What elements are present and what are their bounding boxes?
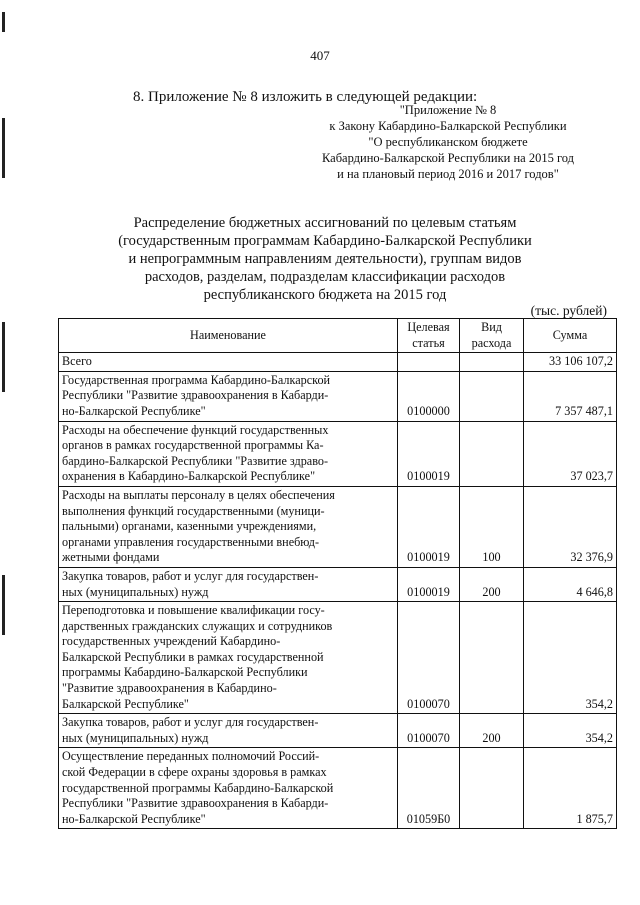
table-row — [59, 421, 617, 486]
row-code: 01059Б0 — [398, 748, 460, 829]
row-name: Государственная программа Кабардино-Балкарской Республики "Развитие здравоохранения в Кабарди- но-Балкарской Республике" — [59, 371, 398, 421]
title-line: республиканского бюджета на 2015 год — [203, 287, 447, 303]
scan-edge-mark — [2, 575, 5, 635]
row-sum: 33 106 107,2 — [524, 353, 617, 372]
row-code: 0100000 — [398, 371, 460, 421]
row-name: Расходы на выплаты персоналу в целях обеспечения выполнения функций государственными (муници- пальными) органами, казенными учреждениями, органами управления государственными внебюд- жетными фондами — [59, 486, 398, 567]
row-sum: 32 376,9 — [524, 486, 617, 567]
row-name: Закупка товаров, работ и услуг для государствен- ных (муниципальных) нужд — [59, 714, 398, 748]
title-line: расходов, разделам, подразделам классификации расходов — [144, 269, 506, 285]
table-row — [59, 748, 617, 829]
appendix-line: "О республиканском бюджете — [368, 135, 528, 149]
appendix-line: к Закону Кабардино-Балкарской Республики — [329, 119, 567, 133]
column-header-vid: Вид расхода — [460, 319, 524, 353]
unit-label: (тыс. рублей) — [530, 303, 607, 318]
appendix-line: и на плановый период 2016 и 2017 годов" — [337, 167, 559, 181]
page-number: 407 — [310, 48, 330, 63]
row-name: Закупка товаров, работ и услуг для государствен- ных (муниципальных) нужд — [59, 567, 398, 601]
table-row — [59, 714, 617, 748]
row-vid — [460, 602, 524, 714]
row-name: Всего — [59, 353, 398, 372]
document-title — [90, 214, 560, 304]
row-name: Осуществление переданных полномочий Россий- ской Федерации в сфере охраны здоровья в рамках государственной программы Кабардино-Балкарской Республики "Развитие здравоохранения в Кабарди- но-Балкарской Республике" — [59, 748, 398, 829]
row-vid: 100 — [460, 486, 524, 567]
row-code — [398, 353, 460, 372]
appendix-header — [298, 102, 598, 182]
scan-edge-mark — [2, 118, 5, 178]
row-vid — [460, 371, 524, 421]
row-name: Переподготовка и повышение квалификации госу- дарственных гражданских служащих и сотрудников государственных учреждений Кабардино- Балкарской Республики в рамках государственной программы Кабардино-Балкарской Республики "Развитие здравоохранения в Кабардино- Балкарской Республике" — [59, 602, 398, 714]
row-code: 0100019 — [398, 421, 460, 486]
title-line: и непрограммным направлениям деятельности), группам видов — [128, 251, 522, 267]
title-line: Распределение бюджетных ассигнований по целевым статьям — [133, 215, 517, 231]
title-line: (государственным программам Кабардино-Балкарской Республики — [118, 233, 532, 249]
appendix-line: Кабардино-Балкарской Республики на 2015 год — [321, 151, 575, 165]
row-vid — [460, 748, 524, 829]
appendix-line: "Приложение № 8 — [399, 103, 497, 117]
row-name: Расходы на обеспечение функций государственных органов в рамках государственной программы Ка- бардино-Балкарской Республики "Развитие здраво- охранения в Кабардино-Балкарской Республике" — [59, 421, 398, 486]
row-sum: 354,2 — [524, 602, 617, 714]
column-header-name: Наименование — [59, 319, 398, 353]
table-header-row — [59, 319, 617, 353]
column-header-sum: Сумма — [524, 319, 617, 353]
row-vid — [460, 421, 524, 486]
row-code: 0100070 — [398, 602, 460, 714]
row-sum: 1 875,7 — [524, 748, 617, 829]
row-code: 0100070 — [398, 714, 460, 748]
table-row — [59, 602, 617, 714]
row-sum: 37 023,7 — [524, 421, 617, 486]
table-row — [59, 371, 617, 421]
scan-edge-mark — [2, 322, 5, 392]
amendment-instruction: 8. Приложение № 8 изложить в следующей редакции: — [133, 89, 478, 105]
table-row — [59, 353, 617, 372]
row-vid — [460, 353, 524, 372]
budget-table — [58, 318, 617, 829]
row-vid: 200 — [460, 714, 524, 748]
row-sum: 7 357 487,1 — [524, 371, 617, 421]
table-row — [59, 567, 617, 601]
table-row — [59, 486, 617, 567]
row-sum: 4 646,8 — [524, 567, 617, 601]
row-sum: 354,2 — [524, 714, 617, 748]
row-code: 0100019 — [398, 567, 460, 601]
row-code: 0100019 — [398, 486, 460, 567]
column-header-code: Целевая статья — [398, 319, 460, 353]
scan-edge-mark — [2, 12, 5, 32]
row-vid: 200 — [460, 567, 524, 601]
